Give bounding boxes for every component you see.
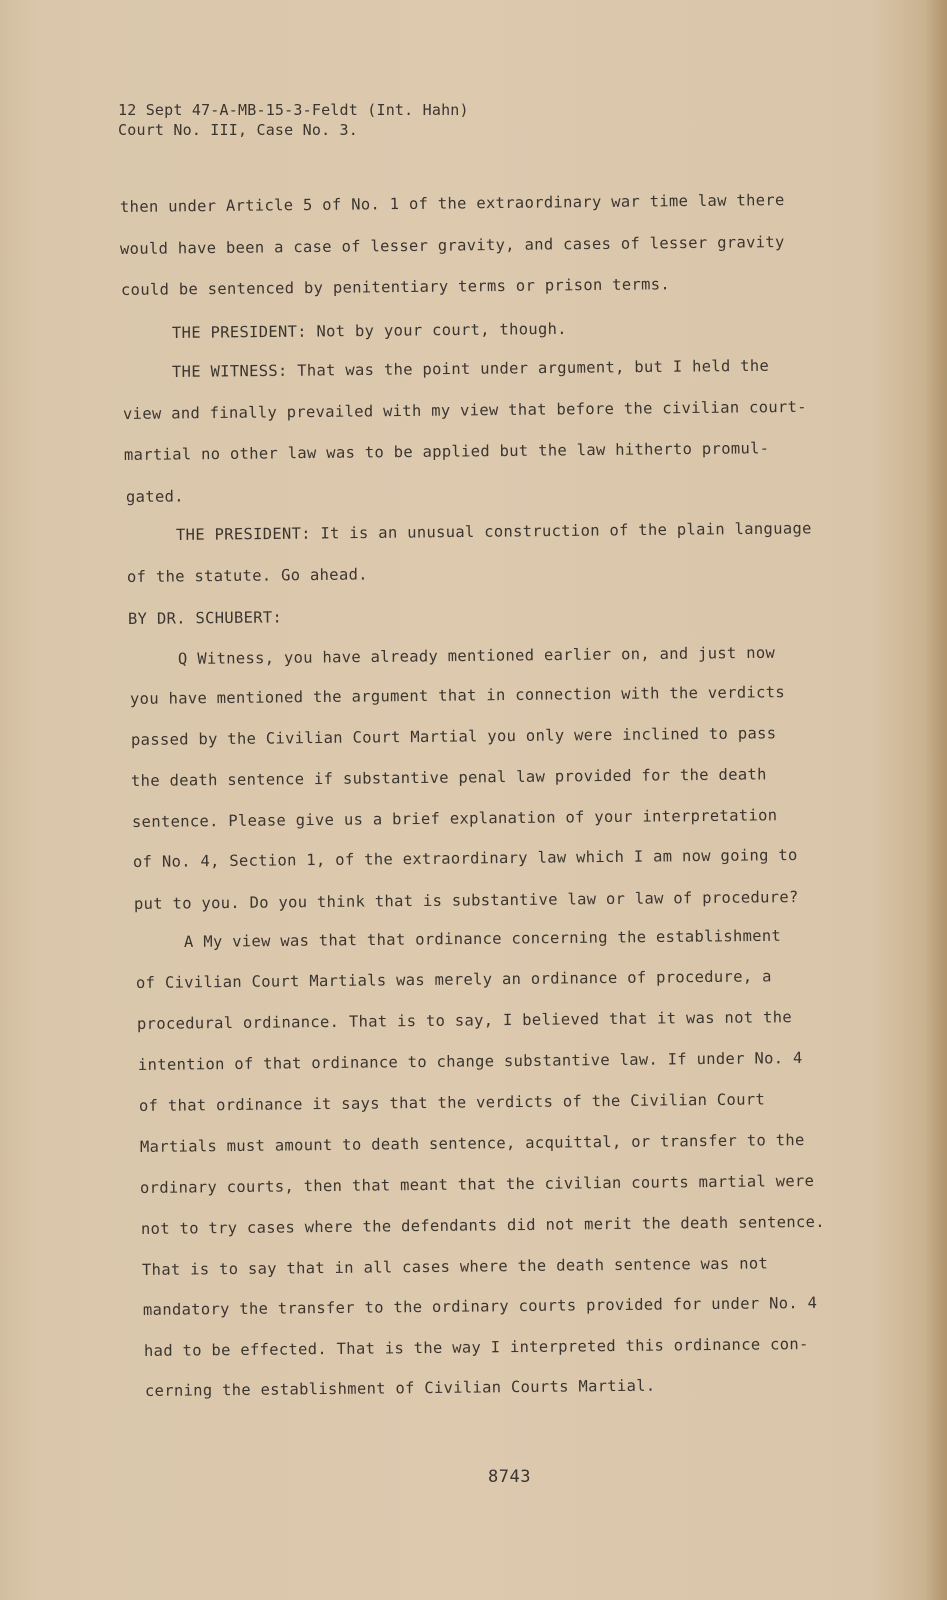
text-line: would have been a case of lesser gravity, and cases of lesser gravity bbox=[119, 233, 785, 258]
text-line: cerning the establishment of Civilian Courts Martial. bbox=[144, 1376, 656, 1400]
text-line: Q Witness, you have already mentioned earlier on, and just now bbox=[177, 643, 776, 668]
page-edge-shadow bbox=[925, 0, 947, 1600]
text-line: BY DR. SCHUBERT: bbox=[127, 608, 283, 628]
header-line-2: Court No. III, Case No. 3. bbox=[118, 121, 358, 139]
text-line: the death sentence if substantive penal law provided for the death bbox=[130, 765, 767, 790]
text-line: of the statute. Go ahead. bbox=[126, 565, 368, 586]
text-line: A My view was that that ordinance concerning the establishment bbox=[183, 926, 782, 951]
text-line: THE WITNESS: That was the point under argument, but I held the bbox=[171, 356, 770, 381]
page-number: 8743 bbox=[488, 1467, 531, 1487]
text-line: THE PRESIDENT: It is an unusual construction of the plain language bbox=[175, 519, 812, 544]
text-line: procedural ordinance. That is to say, I believed that it was not the bbox=[136, 1008, 793, 1033]
text-line: intention of that ordinance to change substantive law. If under No. 4 bbox=[137, 1049, 803, 1074]
text-line: That is to say that in all cases where the death sentence was not bbox=[141, 1254, 769, 1279]
text-line: could be sentenced by penitentiary terms or prison terms. bbox=[120, 275, 671, 299]
text-line: of that ordinance it says that the verdicts of the Civilian Court bbox=[138, 1090, 766, 1115]
header-line-1: 12 Sept 47-A-MB-15-3-Feldt (Int. Hahn) bbox=[118, 101, 469, 119]
text-line: view and finally prevailed with my view that before the civilian court- bbox=[122, 397, 807, 423]
page-header bbox=[118, 100, 469, 140]
text-line: mandatory the transfer to the ordinary courts provided for under No. 4 bbox=[142, 1293, 818, 1319]
text-line: had to be effected. That is the way I interpreted this ordinance con- bbox=[143, 1335, 809, 1360]
text-line: of Civilian Court Martials was merely an ordinance of procedure, a bbox=[135, 967, 772, 992]
text-line: not to try cases where the defendants did not merit the death sentence. bbox=[140, 1212, 825, 1238]
text-line: then under Article 5 of No. 1 of the extraordinary war time law there bbox=[119, 191, 785, 216]
text-line: martial no other law was to be applied but the law hitherto promul- bbox=[123, 439, 770, 464]
text-line: you have mentioned the argument that in connection with the verdicts bbox=[129, 683, 786, 708]
text-line: sentence. Please give us a brief explanation of your interpretation bbox=[131, 806, 778, 831]
text-line: ordinary courts, then that meant that the civilian courts martial were bbox=[139, 1171, 815, 1197]
text-line: Martials must amount to death sentence, acquittal, or transfer to the bbox=[139, 1131, 805, 1156]
text-line: of No. 4, Section 1, of the extraordinary law which I am now going to bbox=[132, 846, 798, 871]
text-line: THE PRESIDENT: Not by your court, though. bbox=[171, 319, 567, 342]
text-line: gated. bbox=[125, 487, 184, 506]
text-line: passed by the Civilian Court Martial you only were inclined to pass bbox=[130, 724, 777, 749]
text-line: put to you. Do you think that is substantive law or law of procedure? bbox=[133, 888, 799, 913]
